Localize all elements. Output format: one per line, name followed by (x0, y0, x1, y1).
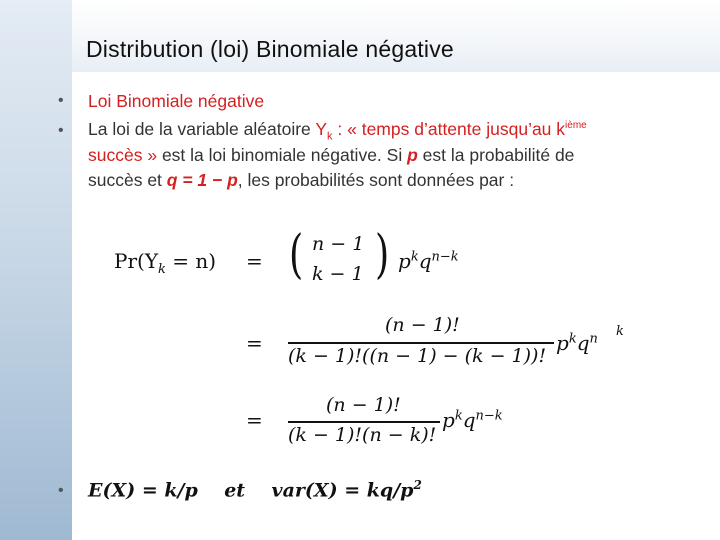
fraction-bar (288, 342, 554, 344)
bullet-dot: • (58, 92, 64, 109)
bullet-2-line-3 (88, 170, 514, 191)
left-paren: ( (289, 225, 304, 285)
text-run: succès et (88, 170, 167, 190)
right-paren: ) (375, 225, 390, 285)
text-run: q (576, 331, 590, 355)
text-run: Pr(Y (114, 249, 159, 273)
bullet-2-line-1 (88, 119, 587, 143)
text-run: Y (315, 119, 328, 139)
quote-text: : « temps d’attente jusqu’au k (332, 119, 566, 139)
text-run: q (418, 249, 432, 273)
text-run: est la probabilité de (417, 145, 575, 165)
bullet-2-line-2 (88, 145, 574, 166)
equals-sign: = (246, 331, 263, 355)
fraction-denominator: (k − 1)!((n − 1) − (k − 1))! (288, 345, 547, 367)
equals-sign: = (246, 249, 263, 273)
text-run: E(X) = k/p et var(X) = kq/p (88, 479, 414, 502)
text-run: p (556, 331, 569, 355)
text-run: est la loi binomiale négative. Si (161, 145, 408, 165)
formula-lhs (114, 249, 216, 277)
text-run: = n) (165, 249, 217, 273)
binom-top: n − 1 (312, 233, 365, 255)
fraction-numerator: (n − 1)! (326, 394, 401, 416)
bullet-dot: • (58, 122, 64, 139)
fraction-denominator: (k − 1)!(n − k)! (288, 424, 437, 446)
fraction-numerator: (n − 1)! (385, 314, 460, 336)
superscript: k (410, 249, 419, 265)
exponent-fragment: k (616, 324, 624, 339)
slide-title: Distribution (loi) Binomiale négative (86, 36, 454, 62)
expectation-formula (88, 478, 422, 501)
superscript: n−k (431, 249, 459, 265)
bullet-1-text: Loi Binomiale négative (88, 91, 265, 111)
text-run: La loi de la variable aléatoire (88, 119, 316, 139)
superscript: k (568, 331, 577, 347)
subscript: k (327, 130, 333, 143)
power-term (556, 331, 598, 355)
fraction-bar (288, 421, 440, 423)
text-run: q (462, 408, 476, 432)
variable-y (315, 119, 333, 143)
text-run: p (398, 249, 411, 273)
superscript: ième (565, 120, 587, 132)
subscript: k (158, 262, 166, 277)
binom-bottom: k − 1 (312, 263, 364, 285)
superscript: n (589, 331, 598, 347)
power-term (398, 249, 459, 273)
bullet-dot: • (58, 482, 64, 499)
text-run: , les probabilités sont données par : (237, 170, 515, 190)
variable-q: q = 1 − p (166, 170, 238, 190)
left-decor-band (0, 0, 72, 540)
quote-text: succès » (88, 145, 162, 165)
superscript: 2 (413, 478, 422, 492)
text-run: p (442, 408, 455, 432)
superscript: n−k (475, 408, 503, 424)
superscript: k (454, 408, 463, 424)
equals-sign: = (246, 408, 263, 432)
power-term (442, 408, 503, 432)
variable-p: p (407, 145, 418, 165)
